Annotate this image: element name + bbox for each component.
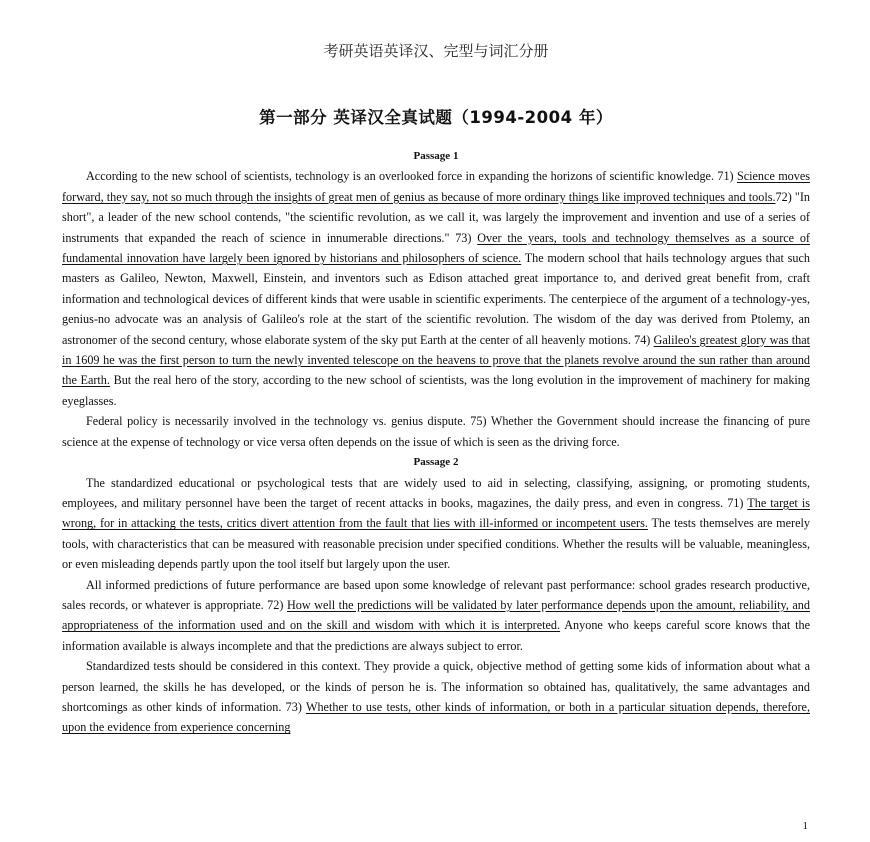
text-segment: Standardized tests should be considered in this context. They provide a quick, objective method of getting some kids of information about what a person learned, the skills he has developed, or the kinds of person he is. The information so obtained has, qualitatively, the same advantages and shortcomings as other kinds of information. 73) [62,659,810,714]
passage-2-paragraph-3 [62,656,810,738]
underlined-sentence-71: Science moves forward, they say, not so much through the insights of great men of genius as because of more ordinary things like improved techniques and tools. [62,169,811,204]
passage-2-title: Passage 2 [413,456,459,469]
text-segment: 72) "In short", a leader of the new school contends, "the scientific revolution, as we call it, was largely the improvement and invention and use of a series of instruments that expanded the reach of science in innumerable directions." 73) [62,189,811,245]
passage-1-paragraph-1 [62,166,810,411]
passage-2-paragraph-2 [62,575,810,657]
underlined-sentence-73: Whether to use tests, other kinds of information, or both in a particular situation depends, therefore, upon the evidence from experience concerning [62,699,810,735]
underlined-sentence-72: How well the predictions will be validated by later performance depends upon the amount, reliability, and appropriateness of the information used and on the skill and wisdom with which it is interpreted. [62,597,810,633]
text-segment: According to the new school of scientists, technology is an overlooked force in expanding the horizons of scientific knowledge. 71) [86,169,737,184]
underlined-sentence-73: Over the years, tools and technology themselves as a source of fundamental innovation have largely been ignored by historians and philosophers of science. [62,230,810,266]
part-title: 第一部分 英译汉全真试题（1994-2004 年） [259,108,613,127]
text-segment: Anyone who keeps careful score knows that the information available is always incomplete and that the predictions are always subject to error. [62,618,810,653]
passage-1-title: Passage 1 [413,150,459,162]
text-segment: But the real hero of the story, according to the new school of scientists, was the long evolution in the improvement of machinery for making eyeglasses. [62,373,810,408]
document-body [62,146,810,738]
page-number: 1 [802,820,808,832]
underlined-sentence-71: The target is wrong, for in attacking the tests, critics divert attention from the fault that lies with ill-informed or incompetent users. [62,495,810,531]
document-page [62,0,810,842]
text-segment: All informed predictions of future performance are based upon some knowledge of relevant past performance: school grades research productive, sales records, or whatever is appropriate. 72) [62,577,810,612]
text-segment: The tests themselves are merely tools, with characteristics that can be measured with reasonable precision under specified conditions. Whether the results will be valuable, meaningless, or even misleading depends partly upon the tool itself but largely upon the user. [62,516,810,572]
passage-1-paragraph-2: Federal policy is necessarily involved in the technology vs. genius dispute. 75) Whether the Government should increase the financing of pure science at the expense of technology or vice versa often depends on the issue of which is seen as the driving force. [62,414,810,449]
running-header: 考研英语英译汉、完型与词汇分册 [323,42,549,60]
passage-2-paragraph-1 [62,473,810,575]
text-segment: The standardized educational or psychological tests that are widely used to aid in selecting, classifying, assigning, or promoting students, employees, and military personnel have been the target of recent attacks in books, magazines, the daily press, and even in congress. 71) [62,475,810,510]
underlined-sentence-74: Galileo's greatest glory was that in 1609 he was the first person to turn the newly invented telescope on the heavens to prove that the planets revolve around the sun rather than around the Earth. [62,332,810,388]
text-segment: The modern school that hails technology argues that such masters as Galileo, Newton, Maxwell, Einstein, and inventors such as Edison attached great importance to, and derived great benefit from, craft information and technological devices of different kinds that were usable in scientific experiments. The centerpiece of the argument of a technology-yes, genius-no advocate was an analysis of Galileo's role at the start of the scientific revolution. The wisdom of the day was derived from Ptolemy, an astronomer of the second century, whose elaborate system of the sky put Earth at the center of all heavenly motions. 74) [62,251,810,347]
